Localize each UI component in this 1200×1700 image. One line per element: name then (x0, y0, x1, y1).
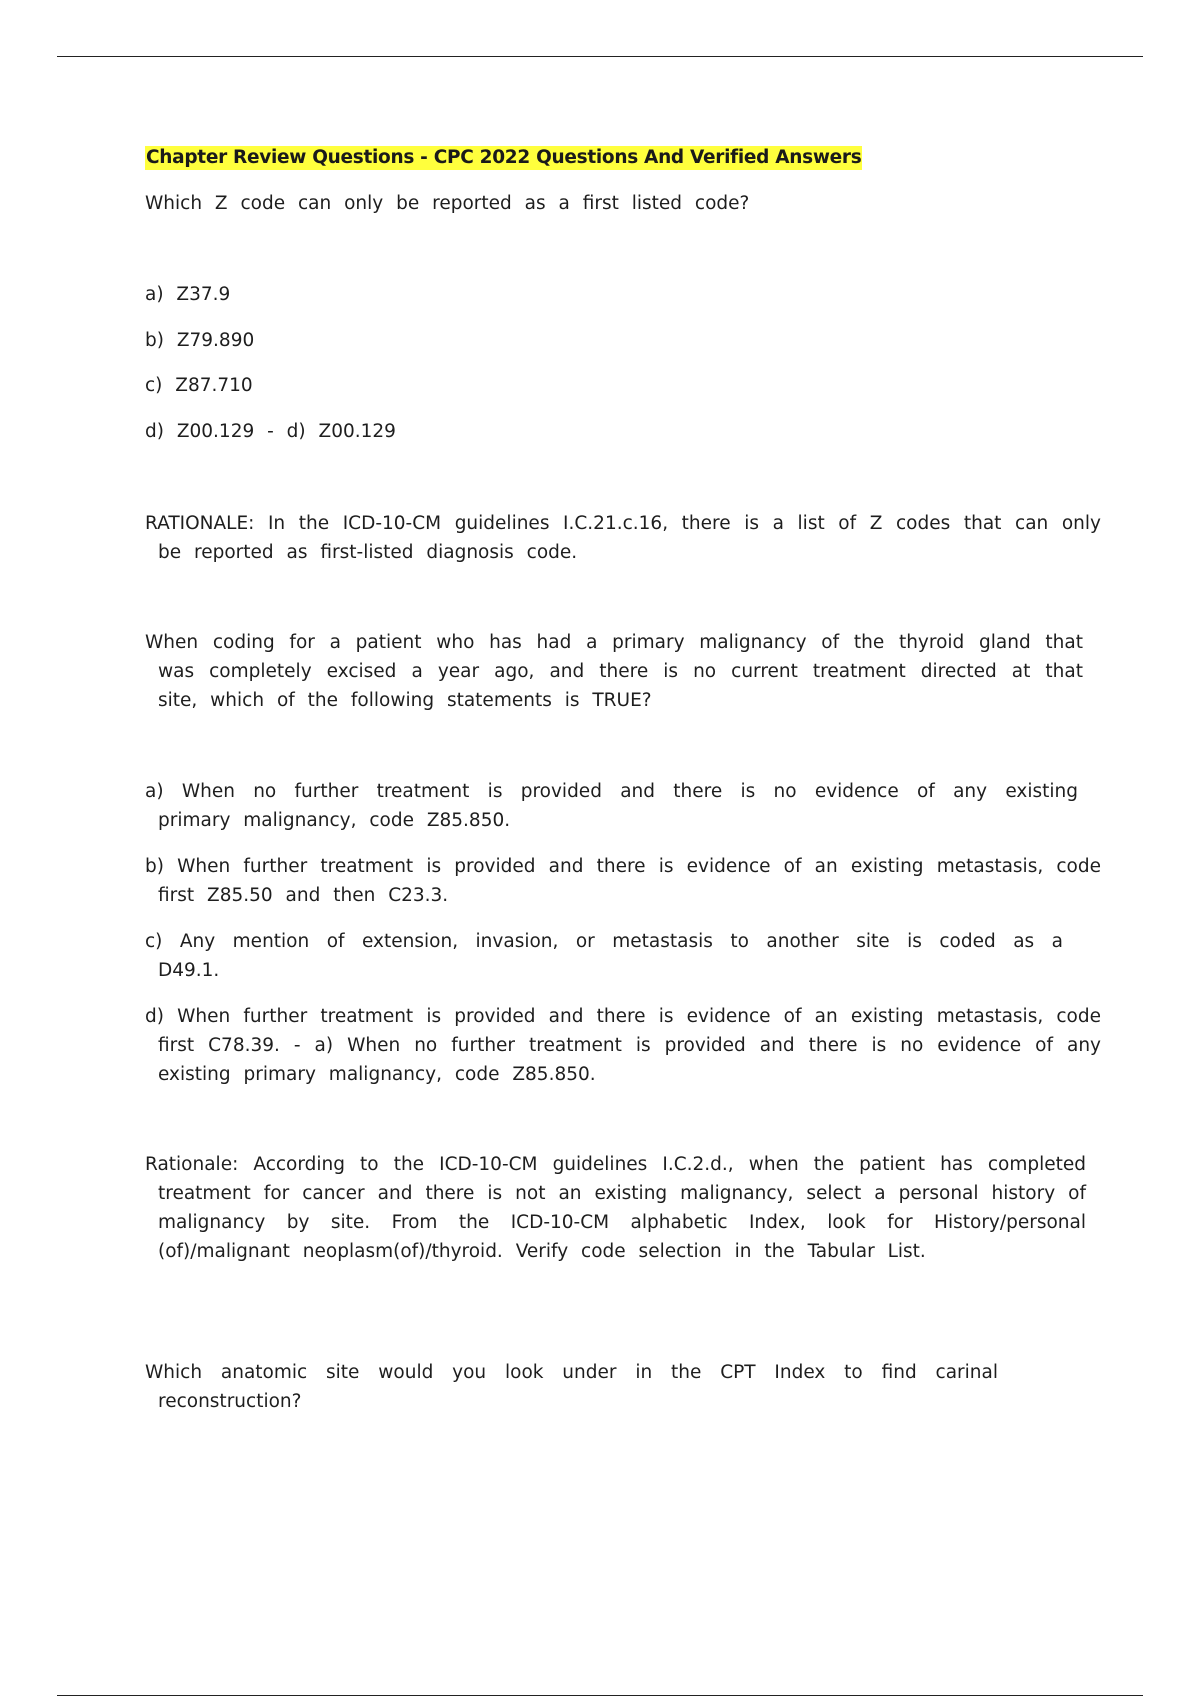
document-title (145, 145, 862, 171)
question-2: When coding for a patient who has had a primary malignancy of the thyroid gland that was completely excised a year ago, and there is no current treatment directed at that site, which of the following statements is TRUE? (145, 632, 1083, 711)
q2-option-b: b) When further treatment is provided and there is evidence of an existing metastasis, code first Z85.50 and then C23.3. (145, 856, 1101, 906)
q2-option-a: a) When no further treatment is provided and there is no evidence of any existing primary malignancy, code Z85.850. (145, 781, 1078, 831)
question-1: Which Z code can only be reported as a first listed code? (145, 193, 750, 214)
q1-option-c: c) Z87.710 (145, 375, 253, 396)
q2-rationale: Rationale: According to the ICD-10-CM guidelines I.C.2.d., when the patient has completed treatment for cancer and there is not an existing malignancy, select a personal history of malignancy by site. From the ICD-10-CM alphabetic Index, look for History/personal (of)/malignant neoplasm(of)/thyroid. Verify code selection in the Tabular List. (145, 1154, 1086, 1262)
q1-option-a: a) Z37.9 (145, 284, 231, 305)
q1-option-b: b) Z79.890 (145, 330, 255, 351)
q1-option-d: d) Z00.129 - d) Z00.129 (145, 421, 396, 442)
q2-option-d: d) When further treatment is provided and there is evidence of an existing metastasis, code first C78.39. - a) When no further treatment is provided and there is no evidence of any existing primary malignancy, code Z85.850. (145, 1006, 1101, 1085)
q1-rationale: RATIONALE: In the ICD-10-CM guidelines I.C.21.c.16, there is a list of Z codes that can only be reported as first-listed diagnosis code. (145, 513, 1101, 563)
title-highlight: Chapter Review Questions - CPC 2022 Questions And Verified Answers (146, 147, 862, 168)
question-3: Which anatomic site would you look under in the CPT Index to find carinal reconstruction? (145, 1362, 998, 1412)
footer-rule (57, 1695, 1143, 1696)
q2-option-c: c) Any mention of extension, invasion, or metastasis to another site is coded as a D49.1. (145, 931, 1063, 981)
header-rule (57, 56, 1143, 57)
